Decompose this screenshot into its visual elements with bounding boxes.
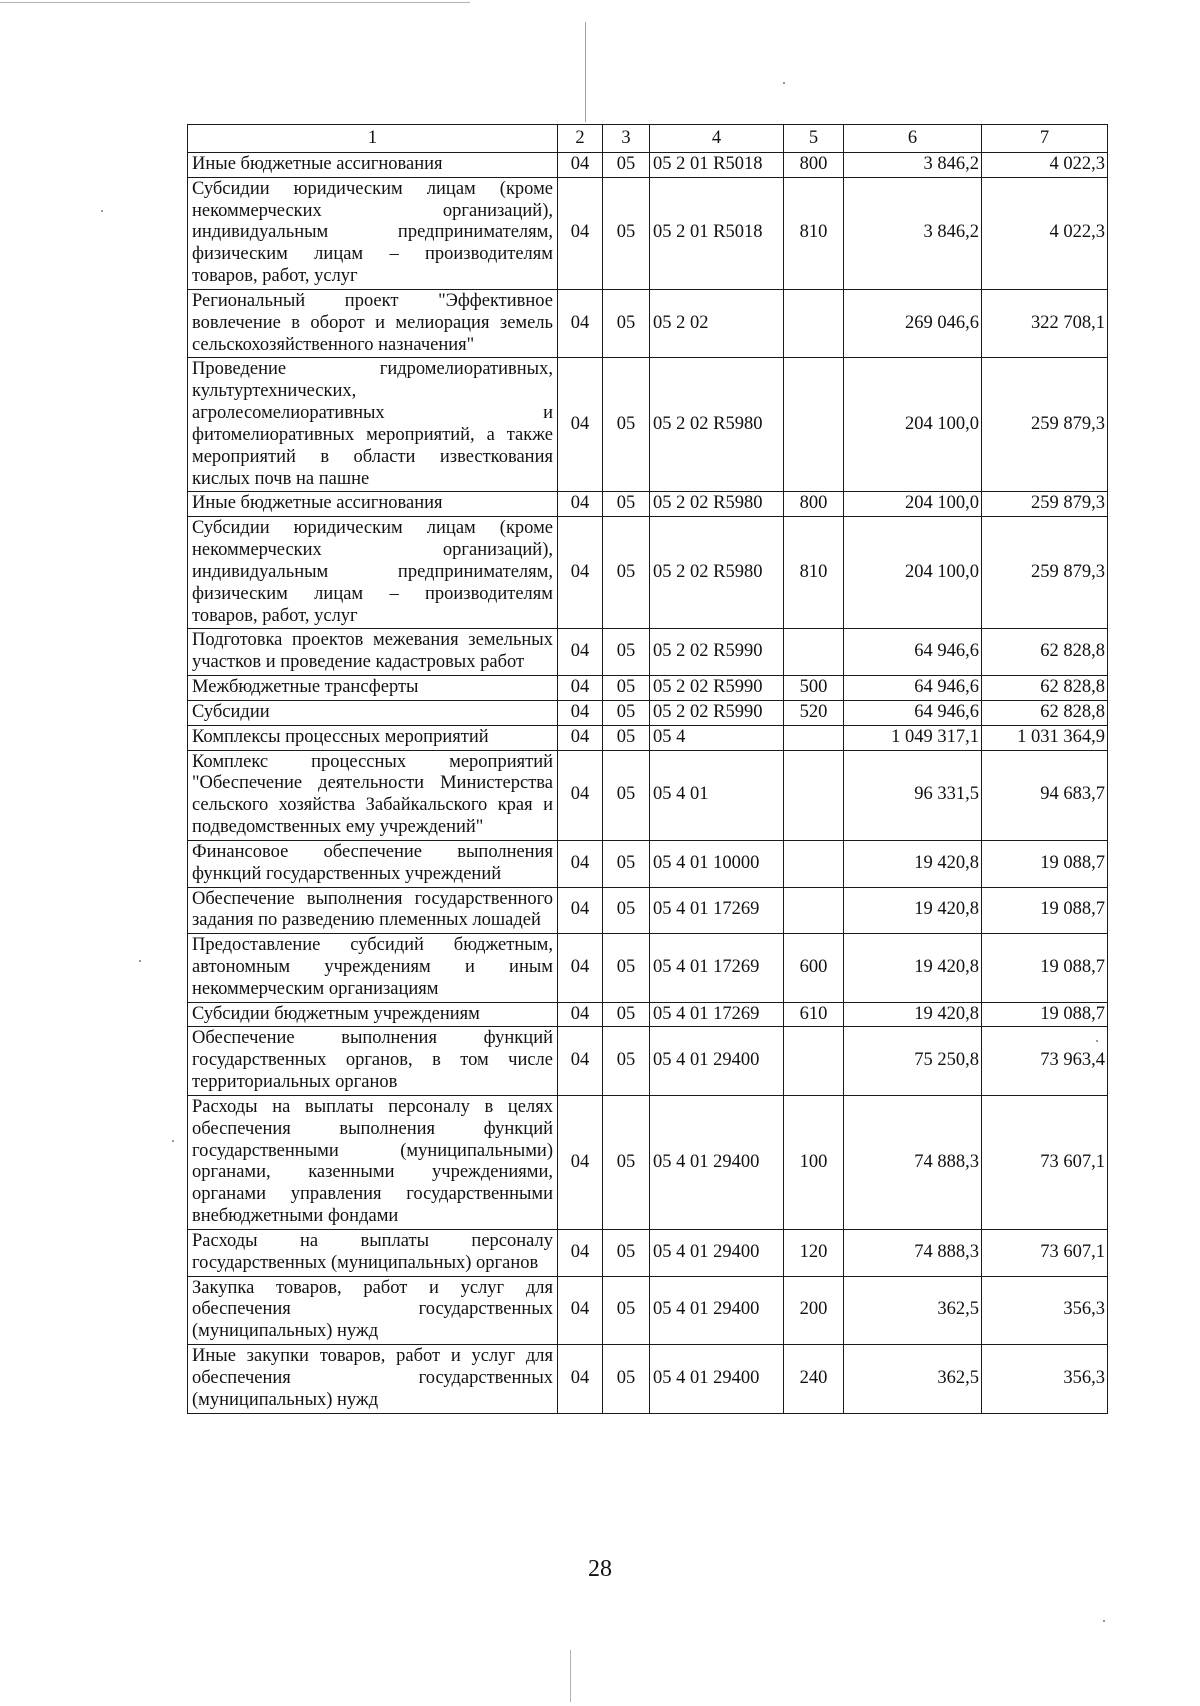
amount-year2-cell: 62 828,8 bbox=[982, 629, 1108, 676]
amount-year2-cell: 356,3 bbox=[982, 1345, 1108, 1413]
table-row bbox=[188, 1276, 1108, 1344]
amount-year2-cell: 73 963,4 bbox=[982, 1027, 1108, 1095]
section-code-cell: 04 bbox=[558, 289, 603, 357]
section-code-cell: 04 bbox=[558, 358, 603, 492]
amount-year1-cell: 269 046,6 bbox=[844, 289, 982, 357]
table-row bbox=[188, 676, 1108, 701]
expense-type-cell bbox=[784, 840, 844, 887]
amount-year2-cell: 73 607,1 bbox=[982, 1229, 1108, 1276]
subsection-code-cell: 05 bbox=[603, 1027, 650, 1095]
scan-artifact-dot bbox=[139, 960, 141, 962]
row-name-cell: Региональный проект "Эффективное вовлечение в оборот и мелиорация земель сельскохозяйственного назначения" bbox=[188, 289, 558, 357]
amount-year1-cell: 74 888,3 bbox=[844, 1095, 982, 1229]
section-code-cell: 04 bbox=[558, 887, 603, 934]
scan-artifact-dot bbox=[783, 82, 785, 84]
scan-artifact-dot bbox=[172, 1140, 174, 1142]
target-article-cell: 05 2 01 R5018 bbox=[650, 177, 784, 289]
expense-type-cell bbox=[784, 725, 844, 750]
amount-year2-cell: 259 879,3 bbox=[982, 517, 1108, 629]
budget-table bbox=[187, 124, 1108, 1414]
table-row bbox=[188, 1345, 1108, 1413]
section-code-cell: 04 bbox=[558, 1276, 603, 1344]
subsection-code-cell: 05 bbox=[603, 725, 650, 750]
target-article-cell: 05 4 01 29400 bbox=[650, 1345, 784, 1413]
expense-type-cell: 610 bbox=[784, 1002, 844, 1027]
subsection-code-cell: 05 bbox=[603, 153, 650, 178]
expense-type-cell bbox=[784, 887, 844, 934]
expense-type-cell bbox=[784, 1027, 844, 1095]
target-article-cell: 05 4 bbox=[650, 725, 784, 750]
subsection-code-cell: 05 bbox=[603, 177, 650, 289]
amount-year2-cell: 19 088,7 bbox=[982, 840, 1108, 887]
table-row bbox=[188, 840, 1108, 887]
amount-year2-cell: 62 828,8 bbox=[982, 676, 1108, 701]
scan-artifact-dot bbox=[1103, 1620, 1105, 1622]
amount-year1-cell: 75 250,8 bbox=[844, 1027, 982, 1095]
row-name-cell: Субсидии bbox=[188, 700, 558, 725]
row-name-cell: Межбюджетные трансферты bbox=[188, 676, 558, 701]
section-code-cell: 04 bbox=[558, 1229, 603, 1276]
col-header: 6 bbox=[844, 125, 982, 153]
subsection-code-cell: 05 bbox=[603, 934, 650, 1002]
section-code-cell: 04 bbox=[558, 750, 603, 840]
expense-type-cell: 500 bbox=[784, 676, 844, 701]
target-article-cell: 05 4 01 29400 bbox=[650, 1095, 784, 1229]
subsection-code-cell: 05 bbox=[603, 358, 650, 492]
amount-year1-cell: 64 946,6 bbox=[844, 700, 982, 725]
section-code-cell: 04 bbox=[558, 934, 603, 1002]
target-article-cell: 05 4 01 10000 bbox=[650, 840, 784, 887]
scan-artifact-line bbox=[570, 1650, 571, 1702]
amount-year1-cell: 64 946,6 bbox=[844, 676, 982, 701]
table-row bbox=[188, 153, 1108, 178]
section-code-cell: 04 bbox=[558, 153, 603, 178]
table-row bbox=[188, 887, 1108, 934]
expense-type-cell: 100 bbox=[784, 1095, 844, 1229]
col-header: 1 bbox=[188, 125, 558, 153]
amount-year1-cell: 1 049 317,1 bbox=[844, 725, 982, 750]
row-name-cell: Закупка товаров, работ и услуг для обеспечения государственных (муниципальных) нужд bbox=[188, 1276, 558, 1344]
table-body bbox=[188, 153, 1108, 1414]
target-article-cell: 05 4 01 29400 bbox=[650, 1276, 784, 1344]
target-article-cell: 05 4 01 29400 bbox=[650, 1229, 784, 1276]
row-name-cell: Обеспечение выполнения функций государственных органов, в том числе территориальных органов bbox=[188, 1027, 558, 1095]
expense-type-cell: 200 bbox=[784, 1276, 844, 1344]
expense-type-cell: 810 bbox=[784, 517, 844, 629]
table-row bbox=[188, 700, 1108, 725]
row-name-cell: Субсидии юридическим лицам (кроме некоммерческих организаций), индивидуальным предпринимателям, физическим лицам – производителям товаров, работ, услуг bbox=[188, 177, 558, 289]
subsection-code-cell: 05 bbox=[603, 1345, 650, 1413]
section-code-cell: 04 bbox=[558, 1027, 603, 1095]
amount-year1-cell: 19 420,8 bbox=[844, 1002, 982, 1027]
expense-type-cell: 120 bbox=[784, 1229, 844, 1276]
amount-year2-cell: 1 031 364,9 bbox=[982, 725, 1108, 750]
expense-type-cell bbox=[784, 629, 844, 676]
subsection-code-cell: 05 bbox=[603, 517, 650, 629]
target-article-cell: 05 2 02 R5980 bbox=[650, 358, 784, 492]
amount-year2-cell: 4 022,3 bbox=[982, 153, 1108, 178]
section-code-cell: 04 bbox=[558, 1002, 603, 1027]
table-row bbox=[188, 177, 1108, 289]
row-name-cell: Комплексы процессных мероприятий bbox=[188, 725, 558, 750]
row-name-cell: Расходы на выплаты персоналу государственных (муниципальных) органов bbox=[188, 1229, 558, 1276]
amount-year1-cell: 204 100,0 bbox=[844, 358, 982, 492]
amount-year1-cell: 3 846,2 bbox=[844, 177, 982, 289]
expense-type-cell: 810 bbox=[784, 177, 844, 289]
row-name-cell: Иные закупки товаров, работ и услуг для обеспечения государственных (муниципальных) нужд bbox=[188, 1345, 558, 1413]
expense-type-cell: 600 bbox=[784, 934, 844, 1002]
amount-year2-cell: 73 607,1 bbox=[982, 1095, 1108, 1229]
amount-year2-cell: 62 828,8 bbox=[982, 700, 1108, 725]
target-article-cell: 05 4 01 bbox=[650, 750, 784, 840]
target-article-cell: 05 2 02 R5980 bbox=[650, 492, 784, 517]
subsection-code-cell: 05 bbox=[603, 492, 650, 517]
table-row bbox=[188, 934, 1108, 1002]
row-name-cell: Финансовое обеспечение выполнения функций государственных учреждений bbox=[188, 840, 558, 887]
section-code-cell: 04 bbox=[558, 700, 603, 725]
section-code-cell: 04 bbox=[558, 177, 603, 289]
col-header: 5 bbox=[784, 125, 844, 153]
table-row bbox=[188, 358, 1108, 492]
table-row bbox=[188, 1229, 1108, 1276]
section-code-cell: 04 bbox=[558, 676, 603, 701]
expense-type-cell: 240 bbox=[784, 1345, 844, 1413]
table-row bbox=[188, 750, 1108, 840]
subsection-code-cell: 05 bbox=[603, 1229, 650, 1276]
section-code-cell: 04 bbox=[558, 629, 603, 676]
page-number: 28 bbox=[588, 1556, 612, 1582]
amount-year2-cell: 322 708,1 bbox=[982, 289, 1108, 357]
subsection-code-cell: 05 bbox=[603, 1095, 650, 1229]
expense-type-cell: 800 bbox=[784, 492, 844, 517]
table-row bbox=[188, 725, 1108, 750]
row-name-cell: Предоставление субсидий бюджетным, автономным учреждениям и иным некоммерческим организациям bbox=[188, 934, 558, 1002]
section-code-cell: 04 bbox=[558, 1095, 603, 1229]
subsection-code-cell: 05 bbox=[603, 750, 650, 840]
amount-year2-cell: 356,3 bbox=[982, 1276, 1108, 1344]
subsection-code-cell: 05 bbox=[603, 1276, 650, 1344]
scan-artifact-dot bbox=[101, 210, 103, 212]
row-name-cell: Подготовка проектов межевания земельных участков и проведение кадастровых работ bbox=[188, 629, 558, 676]
amount-year1-cell: 19 420,8 bbox=[844, 840, 982, 887]
amount-year1-cell: 362,5 bbox=[844, 1276, 982, 1344]
row-name-cell: Субсидии юридическим лицам (кроме некоммерческих организаций), индивидуальным предпринимателям, физическим лицам – производителям товаров, работ, услуг bbox=[188, 517, 558, 629]
header-row bbox=[188, 125, 1108, 153]
target-article-cell: 05 4 01 17269 bbox=[650, 934, 784, 1002]
subsection-code-cell: 05 bbox=[603, 700, 650, 725]
row-name-cell: Обеспечение выполнения государственного задания по разведению племенных лошадей bbox=[188, 887, 558, 934]
amount-year1-cell: 3 846,2 bbox=[844, 153, 982, 178]
scan-artifact-line bbox=[0, 2, 470, 3]
subsection-code-cell: 05 bbox=[603, 289, 650, 357]
table-row bbox=[188, 629, 1108, 676]
row-name-cell: Иные бюджетные ассигнования bbox=[188, 153, 558, 178]
amount-year2-cell: 259 879,3 bbox=[982, 358, 1108, 492]
target-article-cell: 05 2 02 R5980 bbox=[650, 517, 784, 629]
expense-type-cell: 520 bbox=[784, 700, 844, 725]
scan-artifact-line bbox=[585, 22, 586, 122]
subsection-code-cell: 05 bbox=[603, 1002, 650, 1027]
amount-year1-cell: 204 100,0 bbox=[844, 517, 982, 629]
amount-year1-cell: 96 331,5 bbox=[844, 750, 982, 840]
target-article-cell: 05 2 01 R5018 bbox=[650, 153, 784, 178]
table-row bbox=[188, 492, 1108, 517]
col-header: 7 bbox=[982, 125, 1108, 153]
target-article-cell: 05 4 01 29400 bbox=[650, 1027, 784, 1095]
amount-year2-cell: 94 683,7 bbox=[982, 750, 1108, 840]
amount-year1-cell: 204 100,0 bbox=[844, 492, 982, 517]
expense-type-cell bbox=[784, 289, 844, 357]
amount-year2-cell: 4 022,3 bbox=[982, 177, 1108, 289]
expense-type-cell: 800 bbox=[784, 153, 844, 178]
col-header: 2 bbox=[558, 125, 603, 153]
amount-year1-cell: 19 420,8 bbox=[844, 887, 982, 934]
row-name-cell: Комплекс процессных мероприятий "Обеспечение деятельности Министерства сельского хозяйства Забайкальского края и подведомственных ему учреждений" bbox=[188, 750, 558, 840]
table-row bbox=[188, 1002, 1108, 1027]
amount-year1-cell: 74 888,3 bbox=[844, 1229, 982, 1276]
target-article-cell: 05 4 01 17269 bbox=[650, 1002, 784, 1027]
col-header: 3 bbox=[603, 125, 650, 153]
row-name-cell: Расходы на выплаты персоналу в целях обеспечения выполнения функций государственными (муниципальными) органами, казенными учреждениями, органами управления государственными внебюджетными фондами bbox=[188, 1095, 558, 1229]
table-row bbox=[188, 517, 1108, 629]
amount-year2-cell: 259 879,3 bbox=[982, 492, 1108, 517]
target-article-cell: 05 2 02 R5990 bbox=[650, 629, 784, 676]
subsection-code-cell: 05 bbox=[603, 629, 650, 676]
target-article-cell: 05 2 02 R5990 bbox=[650, 676, 784, 701]
table-row bbox=[188, 1027, 1108, 1095]
row-name-cell: Субсидии бюджетным учреждениям bbox=[188, 1002, 558, 1027]
subsection-code-cell: 05 bbox=[603, 887, 650, 934]
target-article-cell: 05 4 01 17269 bbox=[650, 887, 784, 934]
section-code-cell: 04 bbox=[558, 517, 603, 629]
section-code-cell: 04 bbox=[558, 492, 603, 517]
expense-type-cell bbox=[784, 750, 844, 840]
section-code-cell: 04 bbox=[558, 725, 603, 750]
expense-type-cell bbox=[784, 358, 844, 492]
section-code-cell: 04 bbox=[558, 840, 603, 887]
target-article-cell: 05 2 02 R5990 bbox=[650, 700, 784, 725]
amount-year1-cell: 19 420,8 bbox=[844, 934, 982, 1002]
amount-year2-cell: 19 088,7 bbox=[982, 1002, 1108, 1027]
amount-year2-cell: 19 088,7 bbox=[982, 934, 1108, 1002]
table-row bbox=[188, 289, 1108, 357]
amount-year2-cell: 19 088,7 bbox=[982, 887, 1108, 934]
target-article-cell: 05 2 02 bbox=[650, 289, 784, 357]
table-row bbox=[188, 1095, 1108, 1229]
section-code-cell: 04 bbox=[558, 1345, 603, 1413]
row-name-cell: Иные бюджетные ассигнования bbox=[188, 492, 558, 517]
subsection-code-cell: 05 bbox=[603, 676, 650, 701]
amount-year1-cell: 362,5 bbox=[844, 1345, 982, 1413]
col-header: 4 bbox=[650, 125, 784, 153]
amount-year1-cell: 64 946,6 bbox=[844, 629, 982, 676]
row-name-cell: Проведение гидромелиоративных, культуртехнических, агролесомелиоративных и фитомелиоративных мероприятий, а также мероприятий в области известкования кислых почв на пашне bbox=[188, 358, 558, 492]
subsection-code-cell: 05 bbox=[603, 840, 650, 887]
